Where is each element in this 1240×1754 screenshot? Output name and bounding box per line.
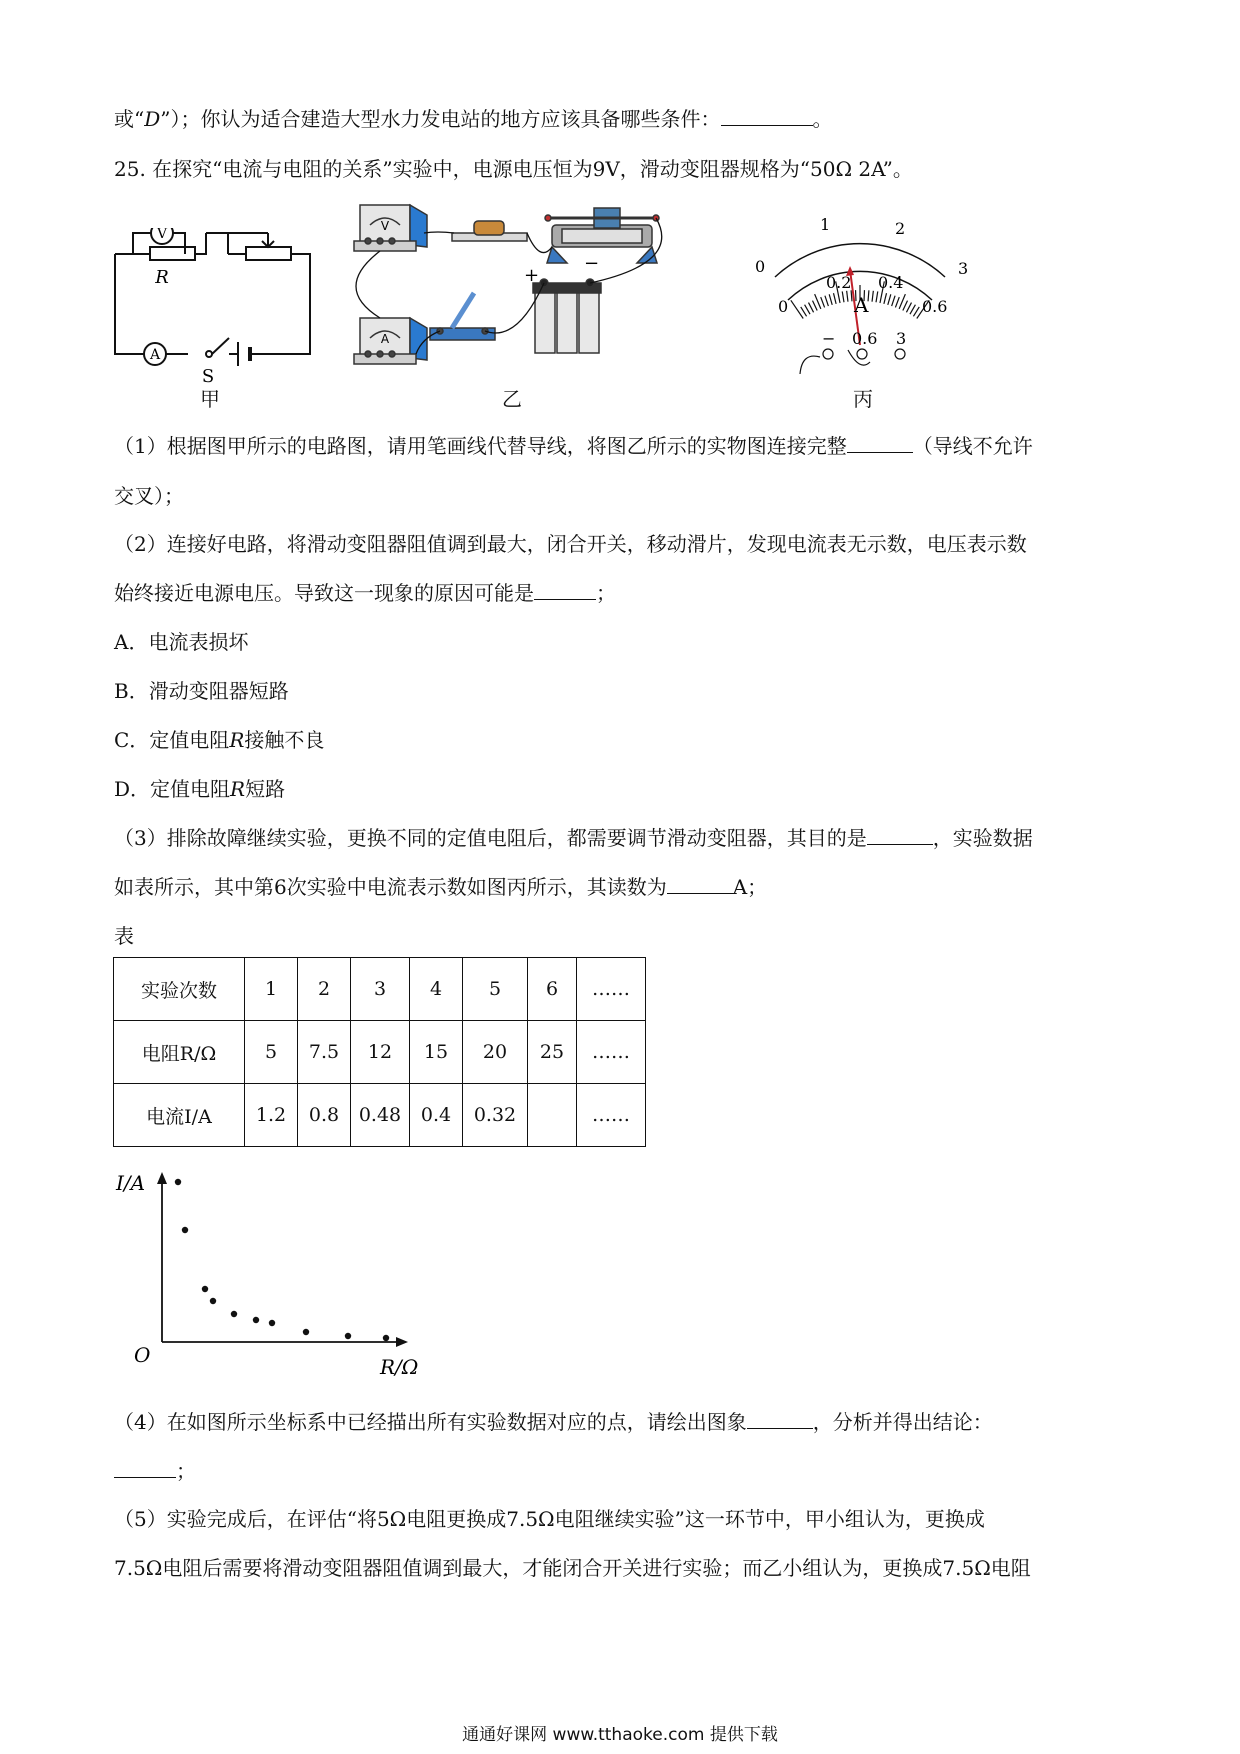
dial-bottom-label: 0.6 bbox=[922, 297, 948, 316]
text: R bbox=[229, 728, 245, 752]
data-point bbox=[182, 1227, 188, 1233]
dial-tick bbox=[821, 297, 825, 307]
answer-blank[interactable] bbox=[667, 873, 733, 894]
i-r-graph bbox=[110, 1168, 440, 1383]
table-cell: 2 bbox=[298, 958, 351, 1021]
answer-blank[interactable] bbox=[114, 1457, 176, 1478]
option-c bbox=[114, 726, 324, 754]
text: ； bbox=[176, 1459, 196, 1483]
question-25 bbox=[114, 155, 913, 183]
table-cell: 7.5 bbox=[298, 1021, 351, 1084]
text: （2）连接好电路，将滑动变阻器阻值调到最大，闭合开关，移动滑片，发现电流表无示数，电压表示数 bbox=[114, 532, 1027, 556]
answer-blank[interactable] bbox=[847, 432, 913, 453]
table-row bbox=[114, 958, 646, 1021]
switch-label: S bbox=[201, 366, 215, 387]
option-a bbox=[114, 628, 248, 656]
dial-tick bbox=[809, 303, 814, 313]
x-axis-label: R/Ω bbox=[380, 1355, 419, 1379]
dial-tick bbox=[876, 291, 878, 302]
dial-tick bbox=[903, 301, 908, 311]
dial-tick bbox=[825, 296, 828, 306]
data-point bbox=[269, 1320, 275, 1326]
part-4-line-1 bbox=[114, 1408, 993, 1436]
dial-tick bbox=[895, 297, 899, 307]
page-footer: 通通好课网 www.tthaoke.com 提供下载 bbox=[462, 1725, 778, 1745]
dial-bottom-label: 0.2 bbox=[826, 273, 852, 292]
dial-unit-label: A bbox=[854, 293, 869, 317]
text: 短路 bbox=[245, 777, 286, 801]
resistor-label: R bbox=[155, 267, 169, 288]
terminal-label: − bbox=[822, 329, 836, 348]
table-header: 电阻R/Ω bbox=[114, 1021, 245, 1084]
dial-top-label: 0 bbox=[755, 257, 766, 276]
dial-tick bbox=[906, 303, 911, 313]
text: D bbox=[144, 107, 161, 131]
text: （1）根据图甲所示的电路图，请用笔画线代替导线，将图乙所示的实物图连接完整 bbox=[114, 434, 847, 458]
table-row bbox=[114, 1021, 646, 1084]
text: B．滑动变阻器短路 bbox=[114, 679, 289, 703]
text: 25. 在探究“电流与电阻的关系”实验中，电源电压恒为9V，滑动变阻器规格为“50Ω 2A”。 bbox=[114, 157, 913, 181]
terminal-label: 0.6 bbox=[852, 329, 878, 348]
circuit-apparatus-yi bbox=[352, 203, 692, 388]
dial-tick bbox=[791, 300, 803, 318]
text: （3）排除故障继续实验，更换不同的定值电阻后，都需要调节滑动变阻器，其目的是 bbox=[114, 826, 867, 850]
table-cell: 5 bbox=[463, 958, 528, 1021]
table-row bbox=[114, 1084, 646, 1147]
table-cell: …… bbox=[577, 1084, 646, 1147]
svg-text:V: V bbox=[380, 219, 390, 233]
data-table bbox=[113, 957, 646, 1147]
ammeter-label: A bbox=[149, 347, 161, 363]
text: （导线不允许 bbox=[912, 434, 1033, 458]
text: D．定值电阻 bbox=[114, 777, 231, 801]
table-label bbox=[114, 922, 134, 950]
table-cell: 0.48 bbox=[351, 1084, 410, 1147]
dial-bottom-label: 0.4 bbox=[878, 273, 904, 292]
data-point bbox=[202, 1286, 208, 1292]
text: 。 bbox=[812, 107, 833, 131]
table-cell: 0.32 bbox=[463, 1084, 528, 1147]
text: 始终接近电源电压。导致这一现象的原因可能是 bbox=[114, 581, 534, 605]
y-axis-label: I/A bbox=[116, 1171, 146, 1195]
part-3-line-2 bbox=[114, 873, 767, 901]
dial-tick bbox=[829, 294, 832, 305]
dial-tick bbox=[842, 291, 844, 302]
table-header: 实验次数 bbox=[114, 958, 245, 1021]
part-1-line-1 bbox=[114, 432, 1033, 460]
terminal-label: 3 bbox=[896, 329, 907, 348]
table-cell: 4 bbox=[410, 958, 463, 1021]
table-cell: …… bbox=[577, 958, 646, 1021]
dial-tick bbox=[801, 307, 807, 316]
text: （4）在如图所示坐标系中已经描出所有实验数据对应的点，请绘出图象 bbox=[114, 1410, 747, 1434]
text: 如表所示，其中第6次实验中电流表示数如图丙所示，其读数为 bbox=[114, 875, 667, 899]
part-2-line-2 bbox=[114, 579, 616, 607]
answer-blank[interactable] bbox=[867, 824, 933, 845]
dial-tick bbox=[872, 291, 873, 302]
text: A．电流表损坏 bbox=[114, 630, 249, 654]
part-2-line-1 bbox=[114, 530, 1027, 558]
text: （5）实验完成后，在评估“将5Ω电阻更换成7.5Ω电阻继续实验”这一环节中，甲小组认为，更换成 bbox=[114, 1507, 985, 1531]
option-d bbox=[114, 775, 285, 803]
part-5-line-2 bbox=[114, 1554, 1031, 1582]
figure-caption-yi: 乙 bbox=[502, 387, 522, 411]
table-cell: 3 bbox=[351, 958, 410, 1021]
text: R bbox=[230, 777, 246, 801]
dial-bottom-label: 0 bbox=[778, 297, 789, 316]
text: 表 bbox=[114, 924, 134, 948]
table-cell: 12 bbox=[351, 1021, 410, 1084]
table-cell: 1 bbox=[245, 958, 298, 1021]
answer-blank[interactable] bbox=[721, 105, 813, 126]
text: 交叉）； bbox=[114, 484, 184, 508]
table-cell: 0.4 bbox=[410, 1084, 463, 1147]
text: ，分析并得出结论： bbox=[812, 1410, 993, 1434]
dial-tick bbox=[813, 301, 818, 311]
text-line-1 bbox=[114, 105, 833, 133]
data-point bbox=[345, 1333, 351, 1339]
dial-tick bbox=[805, 305, 810, 315]
dial-tick bbox=[892, 296, 895, 306]
part-3-line-1 bbox=[114, 824, 1033, 852]
table-cell: 1.2 bbox=[245, 1084, 298, 1147]
circuit-diagram-jia bbox=[110, 228, 320, 398]
table-header: 电流I/A bbox=[114, 1084, 245, 1147]
table-cell: 5 bbox=[245, 1021, 298, 1084]
dial-top-label: 2 bbox=[895, 219, 906, 238]
figure-caption-bing: 丙 bbox=[853, 387, 873, 411]
option-b bbox=[114, 677, 289, 705]
part-5-line-1 bbox=[114, 1505, 985, 1533]
text: 7.5Ω电阻后需要将滑动变阻器阻值调到最大，才能闭合开关进行实验；而乙小组认为，更换成7.5Ω电阻 bbox=[114, 1556, 1031, 1580]
data-point bbox=[253, 1317, 259, 1323]
dial-tick bbox=[910, 305, 915, 315]
data-point bbox=[175, 1179, 181, 1185]
text: ”）；你认为适合建造大型水力发电站的地方应该具备哪些条件： bbox=[160, 107, 721, 131]
table-cell: 25 bbox=[528, 1021, 577, 1084]
svg-text:A: A bbox=[380, 332, 390, 346]
dial-top-label: 3 bbox=[958, 259, 969, 278]
table-cell: …… bbox=[577, 1021, 646, 1084]
battery-minus-label: − bbox=[584, 253, 600, 274]
voltmeter-label: V bbox=[156, 228, 168, 242]
data-point bbox=[231, 1311, 237, 1317]
answer-blank[interactable] bbox=[534, 579, 596, 600]
table-cell: 6 bbox=[528, 958, 577, 1021]
table-cell bbox=[528, 1084, 577, 1147]
dial-top-label: 1 bbox=[820, 215, 831, 234]
text: ； bbox=[596, 581, 616, 605]
text: A； bbox=[732, 875, 768, 899]
table-cell: 0.8 bbox=[298, 1084, 351, 1147]
text: 或“ bbox=[114, 107, 145, 131]
table-cell: 20 bbox=[463, 1021, 528, 1084]
part-1-line-2 bbox=[114, 482, 184, 510]
data-point bbox=[303, 1329, 309, 1335]
data-point bbox=[210, 1298, 216, 1304]
data-point bbox=[383, 1335, 389, 1341]
dial-tick bbox=[847, 291, 848, 302]
dial-tick bbox=[913, 307, 919, 316]
dial-tick bbox=[888, 294, 891, 305]
table-cell: 15 bbox=[410, 1021, 463, 1084]
origin-label: O bbox=[134, 1343, 151, 1367]
part-4-line-2 bbox=[114, 1457, 196, 1485]
dial-tick bbox=[834, 293, 837, 304]
battery-plus-label: + bbox=[524, 265, 540, 286]
text: ，实验数据 bbox=[932, 826, 1033, 850]
text: C．定值电阻 bbox=[114, 728, 230, 752]
ammeter-dial-bing bbox=[740, 212, 980, 377]
dial-tick bbox=[884, 293, 887, 304]
answer-blank[interactable] bbox=[747, 1408, 813, 1429]
text: 接触不良 bbox=[244, 728, 325, 752]
figure-caption-jia: 甲 bbox=[200, 387, 220, 411]
